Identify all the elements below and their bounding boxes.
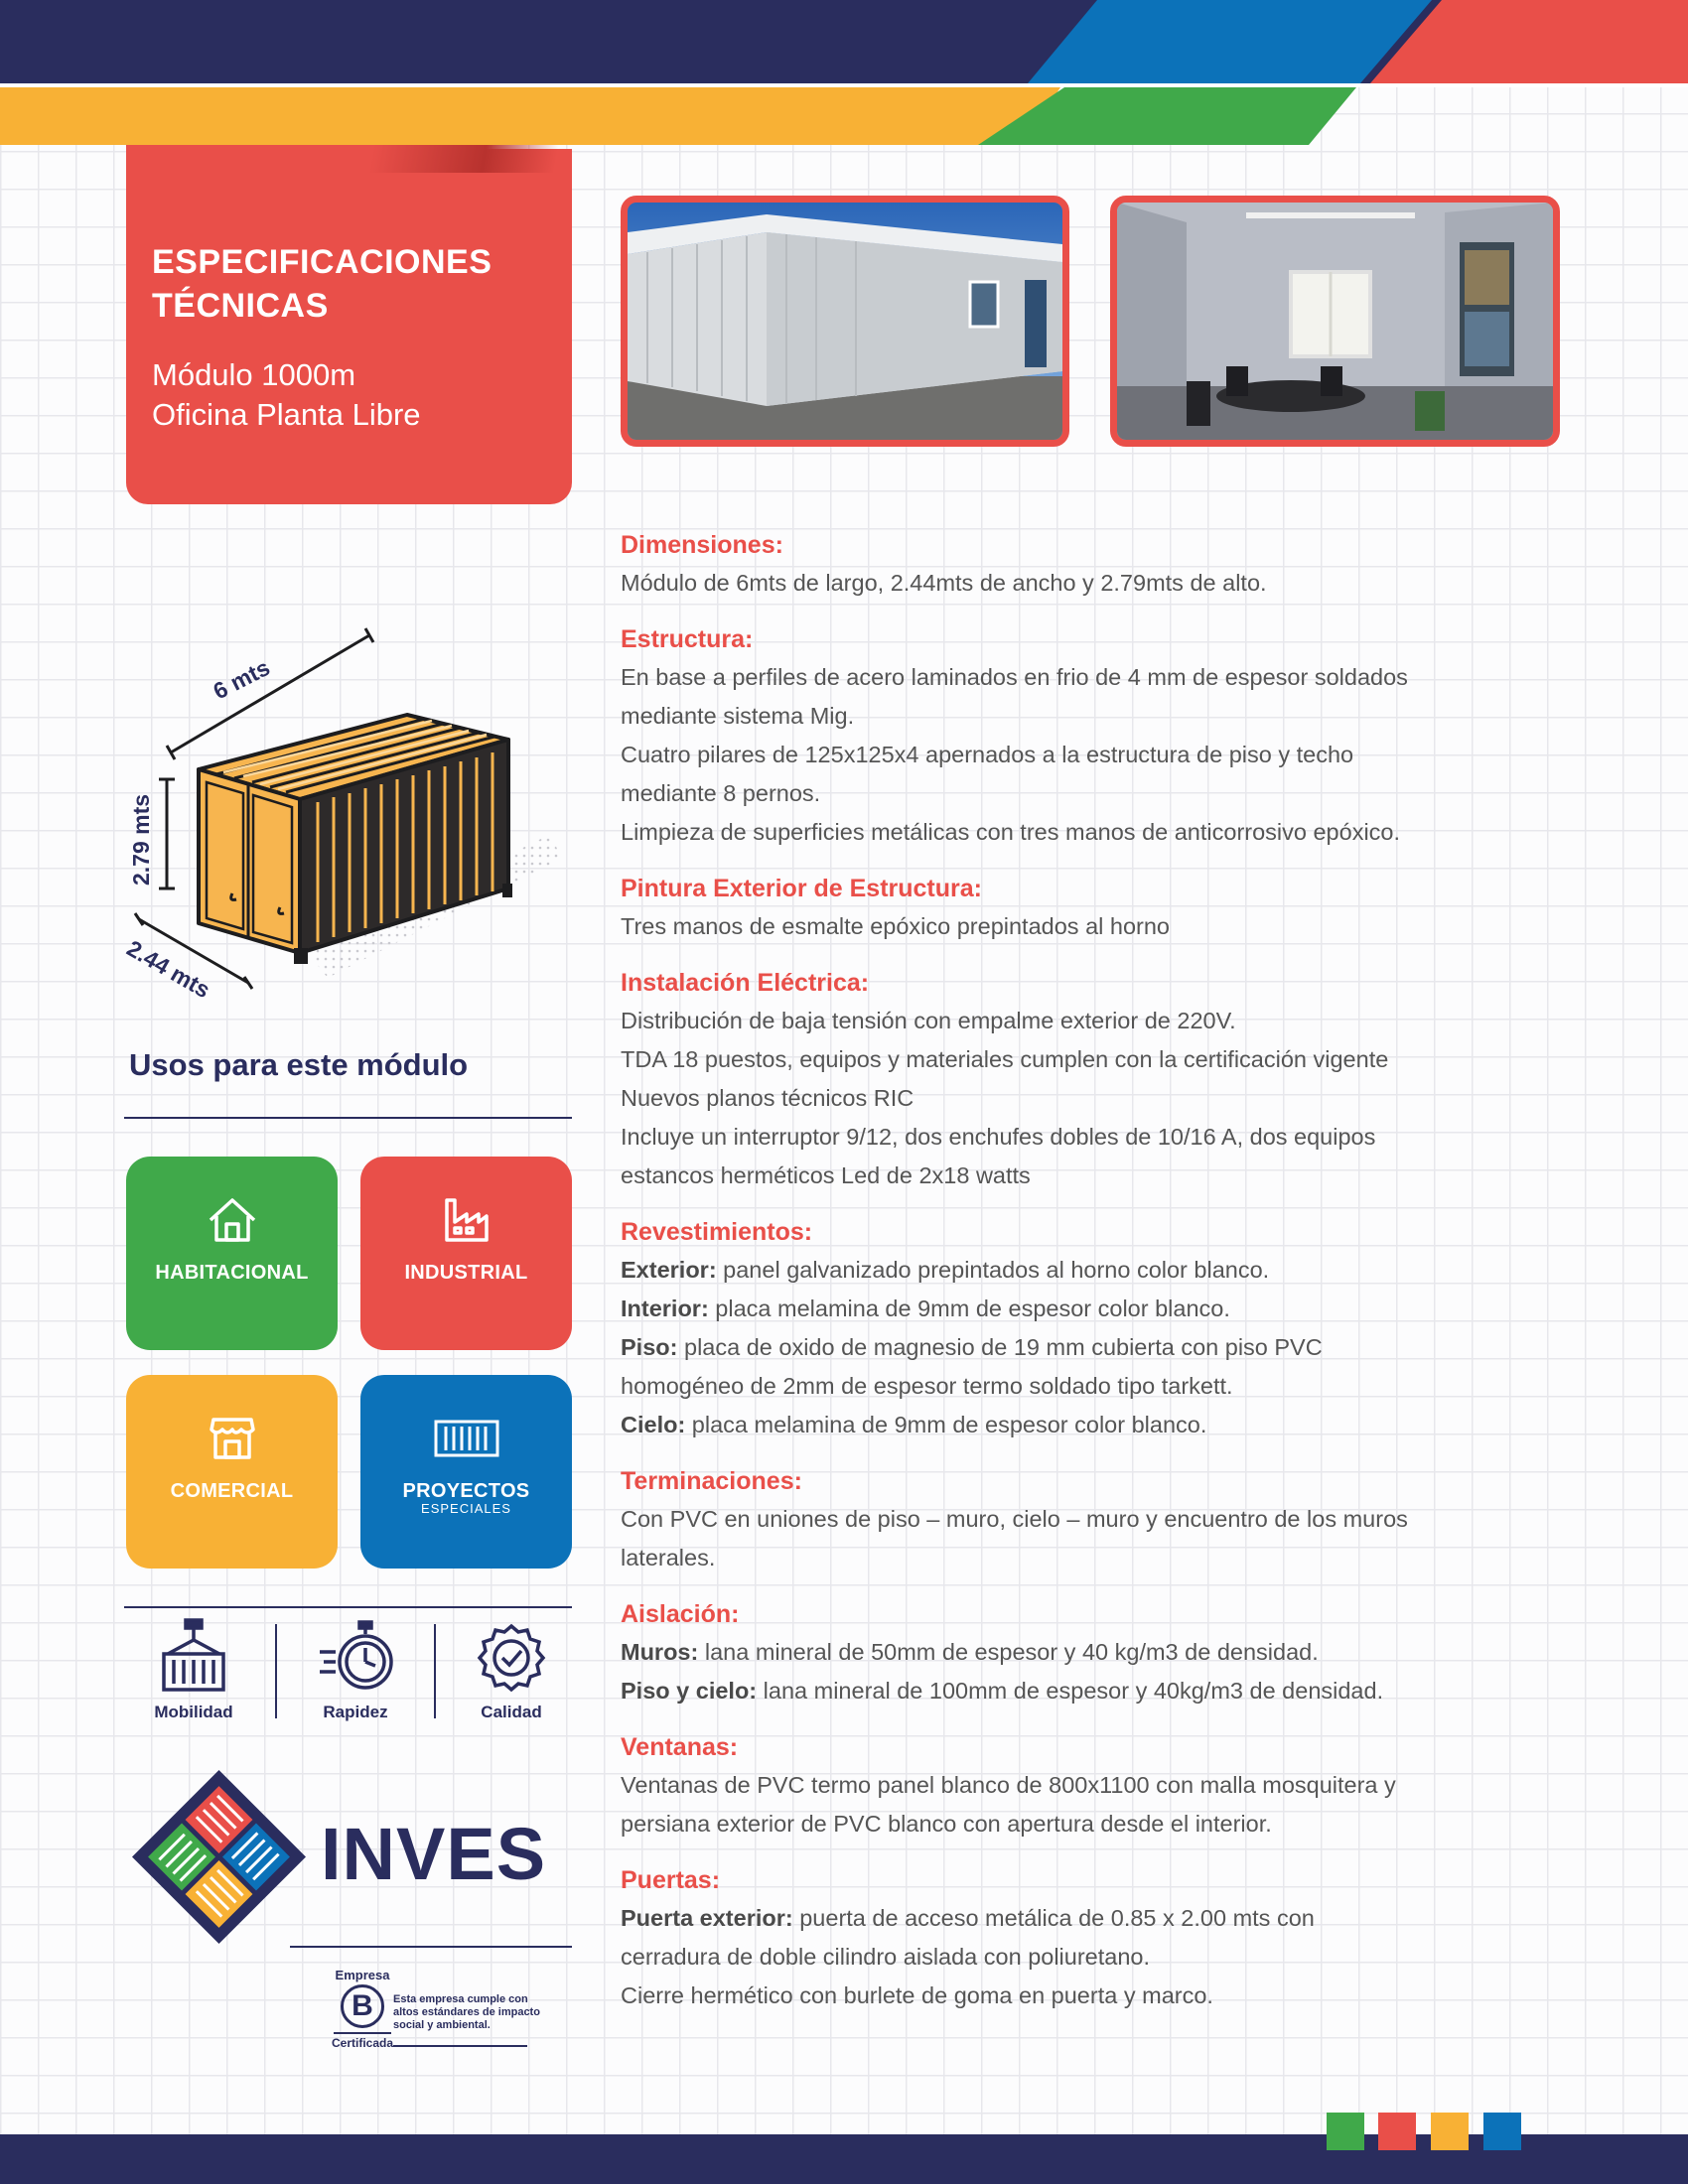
bcorp-letter: B: [352, 1989, 373, 2022]
tile-habitacional: [126, 1157, 338, 1350]
module-dimensions-diagram: [109, 615, 566, 1023]
container-icon: [433, 1417, 500, 1460]
tile-industrial: [360, 1157, 572, 1350]
feature-separator: [275, 1624, 277, 1718]
interior-photo: [1110, 196, 1560, 447]
brand-name: INVES: [321, 1813, 547, 1895]
bcorp-top: Empresa: [335, 1968, 390, 1982]
page-title-line2: TÉCNICAS: [152, 287, 329, 325]
exterior-photo-illustration: [628, 203, 1062, 440]
subtitle-line1: Módulo 1000m: [152, 357, 356, 392]
title-panel: [126, 149, 572, 504]
spec-electrica: Instalación Eléctrica: Distribución de baja tensión con empalme exterior de 220V. TDA 18 puestos, equipos y materiales cumplen con la certificación vigente Nuevos planos técnicos RIC Incluye un interruptor 9/12, dos enchufes dobles de 10/16 A, dos equipos estancos herméticos Led de 2x18 watts: [621, 964, 1574, 1195]
footer-square-blue: [1483, 2113, 1521, 2150]
title-ribbon: [126, 145, 572, 173]
features-divider: [124, 1606, 572, 1608]
spec-aislacion: Aislación: Muros: lana mineral de 50mm de espesor y 40 kg/m3 de densidad. Piso y cielo: lana mineral de 100mm de espesor y 40kg/m3 de densidad.: [621, 1595, 1574, 1710]
spec-heading: Dimensiones:: [621, 531, 783, 559]
page-title-line1: ESPECIFICACIONES: [152, 243, 492, 281]
stripe-white-gap: [0, 83, 1688, 87]
crane-container-icon: [158, 1618, 229, 1698]
length-label: 6 mts: [209, 654, 274, 705]
footer-square-green: [1327, 2113, 1364, 2150]
tile-proyectos: [360, 1375, 572, 1569]
spec-terminaciones: Terminaciones: Con PVC en uniones de piso – muro, cielo – muro y encuentro de los muros laterales.: [621, 1462, 1574, 1577]
spec-revestimientos: Revestimientos: Exterior: panel galvanizado prepintados al horno color blanco. Interior: placa melamina de 9mm de espesor color blanco. Piso: placa de oxido de magnesio de 19 mm cubierta con piso PVC homogéneo de 2mm de espesor termo soldado tipo tarkett. Cielo: placa melamina de 9mm de espesor color blanco.: [621, 1213, 1574, 1444]
inves-logo-mark: [132, 1770, 306, 1944]
quality-badge-icon: [476, 1618, 547, 1698]
stripe-orange: [0, 87, 1060, 145]
tile-label: INDUSTRIAL: [404, 1262, 528, 1284]
exterior-photo: [621, 196, 1069, 447]
feature-mobilidad: [129, 1618, 258, 1722]
header-stripes: [0, 0, 1688, 149]
stopwatch-icon: [316, 1618, 395, 1698]
footer-square-red: [1378, 2113, 1416, 2150]
feature-label: Mobilidad: [154, 1703, 233, 1721]
bcorp-underline: [393, 2045, 527, 2047]
specifications: [621, 526, 1574, 2033]
tile-label: COMERCIAL: [170, 1480, 294, 1502]
footer-square-orange: [1431, 2113, 1469, 2150]
spec-heading: Instalación Eléctrica:: [621, 969, 870, 997]
brand-divider: [290, 1946, 572, 1948]
interior-photo-illustration: [1117, 203, 1553, 440]
subtitle-line2: Oficina Planta Libre: [152, 397, 421, 432]
tile-label: PROYECTOS: [402, 1480, 530, 1502]
spec-pintura: Pintura Exterior de Estructura: Tres manos de esmalte epóxico prepintados al horno: [621, 870, 1574, 946]
spec-puertas: Puertas: Puerta exterior: puerta de acceso metálica de 0.85 x 2.00 mts con cerradura de doble cilindro aislada con poliuretano. Cierre hermético con burlete de goma en puerta y marco.: [621, 1861, 1574, 2015]
feature-rapidez: [291, 1618, 420, 1722]
spec-heading: Terminaciones:: [621, 1467, 802, 1495]
usos-title: Usos para este módulo: [129, 1047, 469, 1082]
height-label: 2.79 mts: [128, 793, 154, 886]
spec-heading: Ventanas:: [621, 1733, 739, 1761]
spec-heading: Pintura Exterior de Estructura:: [621, 875, 982, 902]
bcorp-description: Esta empresa cumple con altos estándares de impacto social y ambiental.: [393, 1993, 540, 2031]
tile-sublabel: ESPECIALES: [421, 1501, 511, 1516]
spec-dimensiones: Dimensiones: Módulo de 6mts de largo, 2.44mts de ancho y 2.79mts de alto.: [621, 526, 1574, 603]
house-icon: [207, 1194, 258, 1246]
spec-heading: Estructura:: [621, 625, 754, 653]
spec-ventanas: Ventanas: Ventanas de PVC termo panel blanco de 800x1100 con malla mosquitera y persiana exterior de PVC blanco con apertura desde el interior.: [621, 1728, 1574, 1843]
tile-comercial: [126, 1375, 338, 1569]
store-icon: [208, 1414, 257, 1463]
width-label: 2.44 mts: [122, 934, 215, 1004]
spec-estructura: Estructura: En base a perfiles de acero laminados en frio de 4 mm de espesor soldados mediante sistema Mig. Cuatro pilares de 125x125x4 apernados a la estructura de piso y techo mediante 8 pernos. Limpieza de superficies metálicas con tres manos de anticorrosivo epóxico.: [621, 620, 1574, 852]
spec-heading: Aislación:: [621, 1600, 740, 1628]
spec-heading: Revestimientos:: [621, 1218, 813, 1246]
feature-label: Rapidez: [323, 1703, 388, 1721]
factory-icon: [441, 1194, 492, 1246]
subtitle: [152, 355, 572, 435]
feature-separator: [434, 1624, 436, 1718]
feature-calidad: [447, 1618, 576, 1722]
bcorp-bottom: Certificada: [331, 2036, 394, 2050]
bcorp-logo-icon: [341, 1984, 384, 2028]
feature-label: Calidad: [481, 1703, 542, 1721]
spec-heading: Puertas:: [621, 1866, 721, 1894]
tile-label: HABITACIONAL: [155, 1262, 309, 1284]
usos-divider: [124, 1117, 572, 1119]
bcorp-badge: [323, 1968, 402, 2050]
